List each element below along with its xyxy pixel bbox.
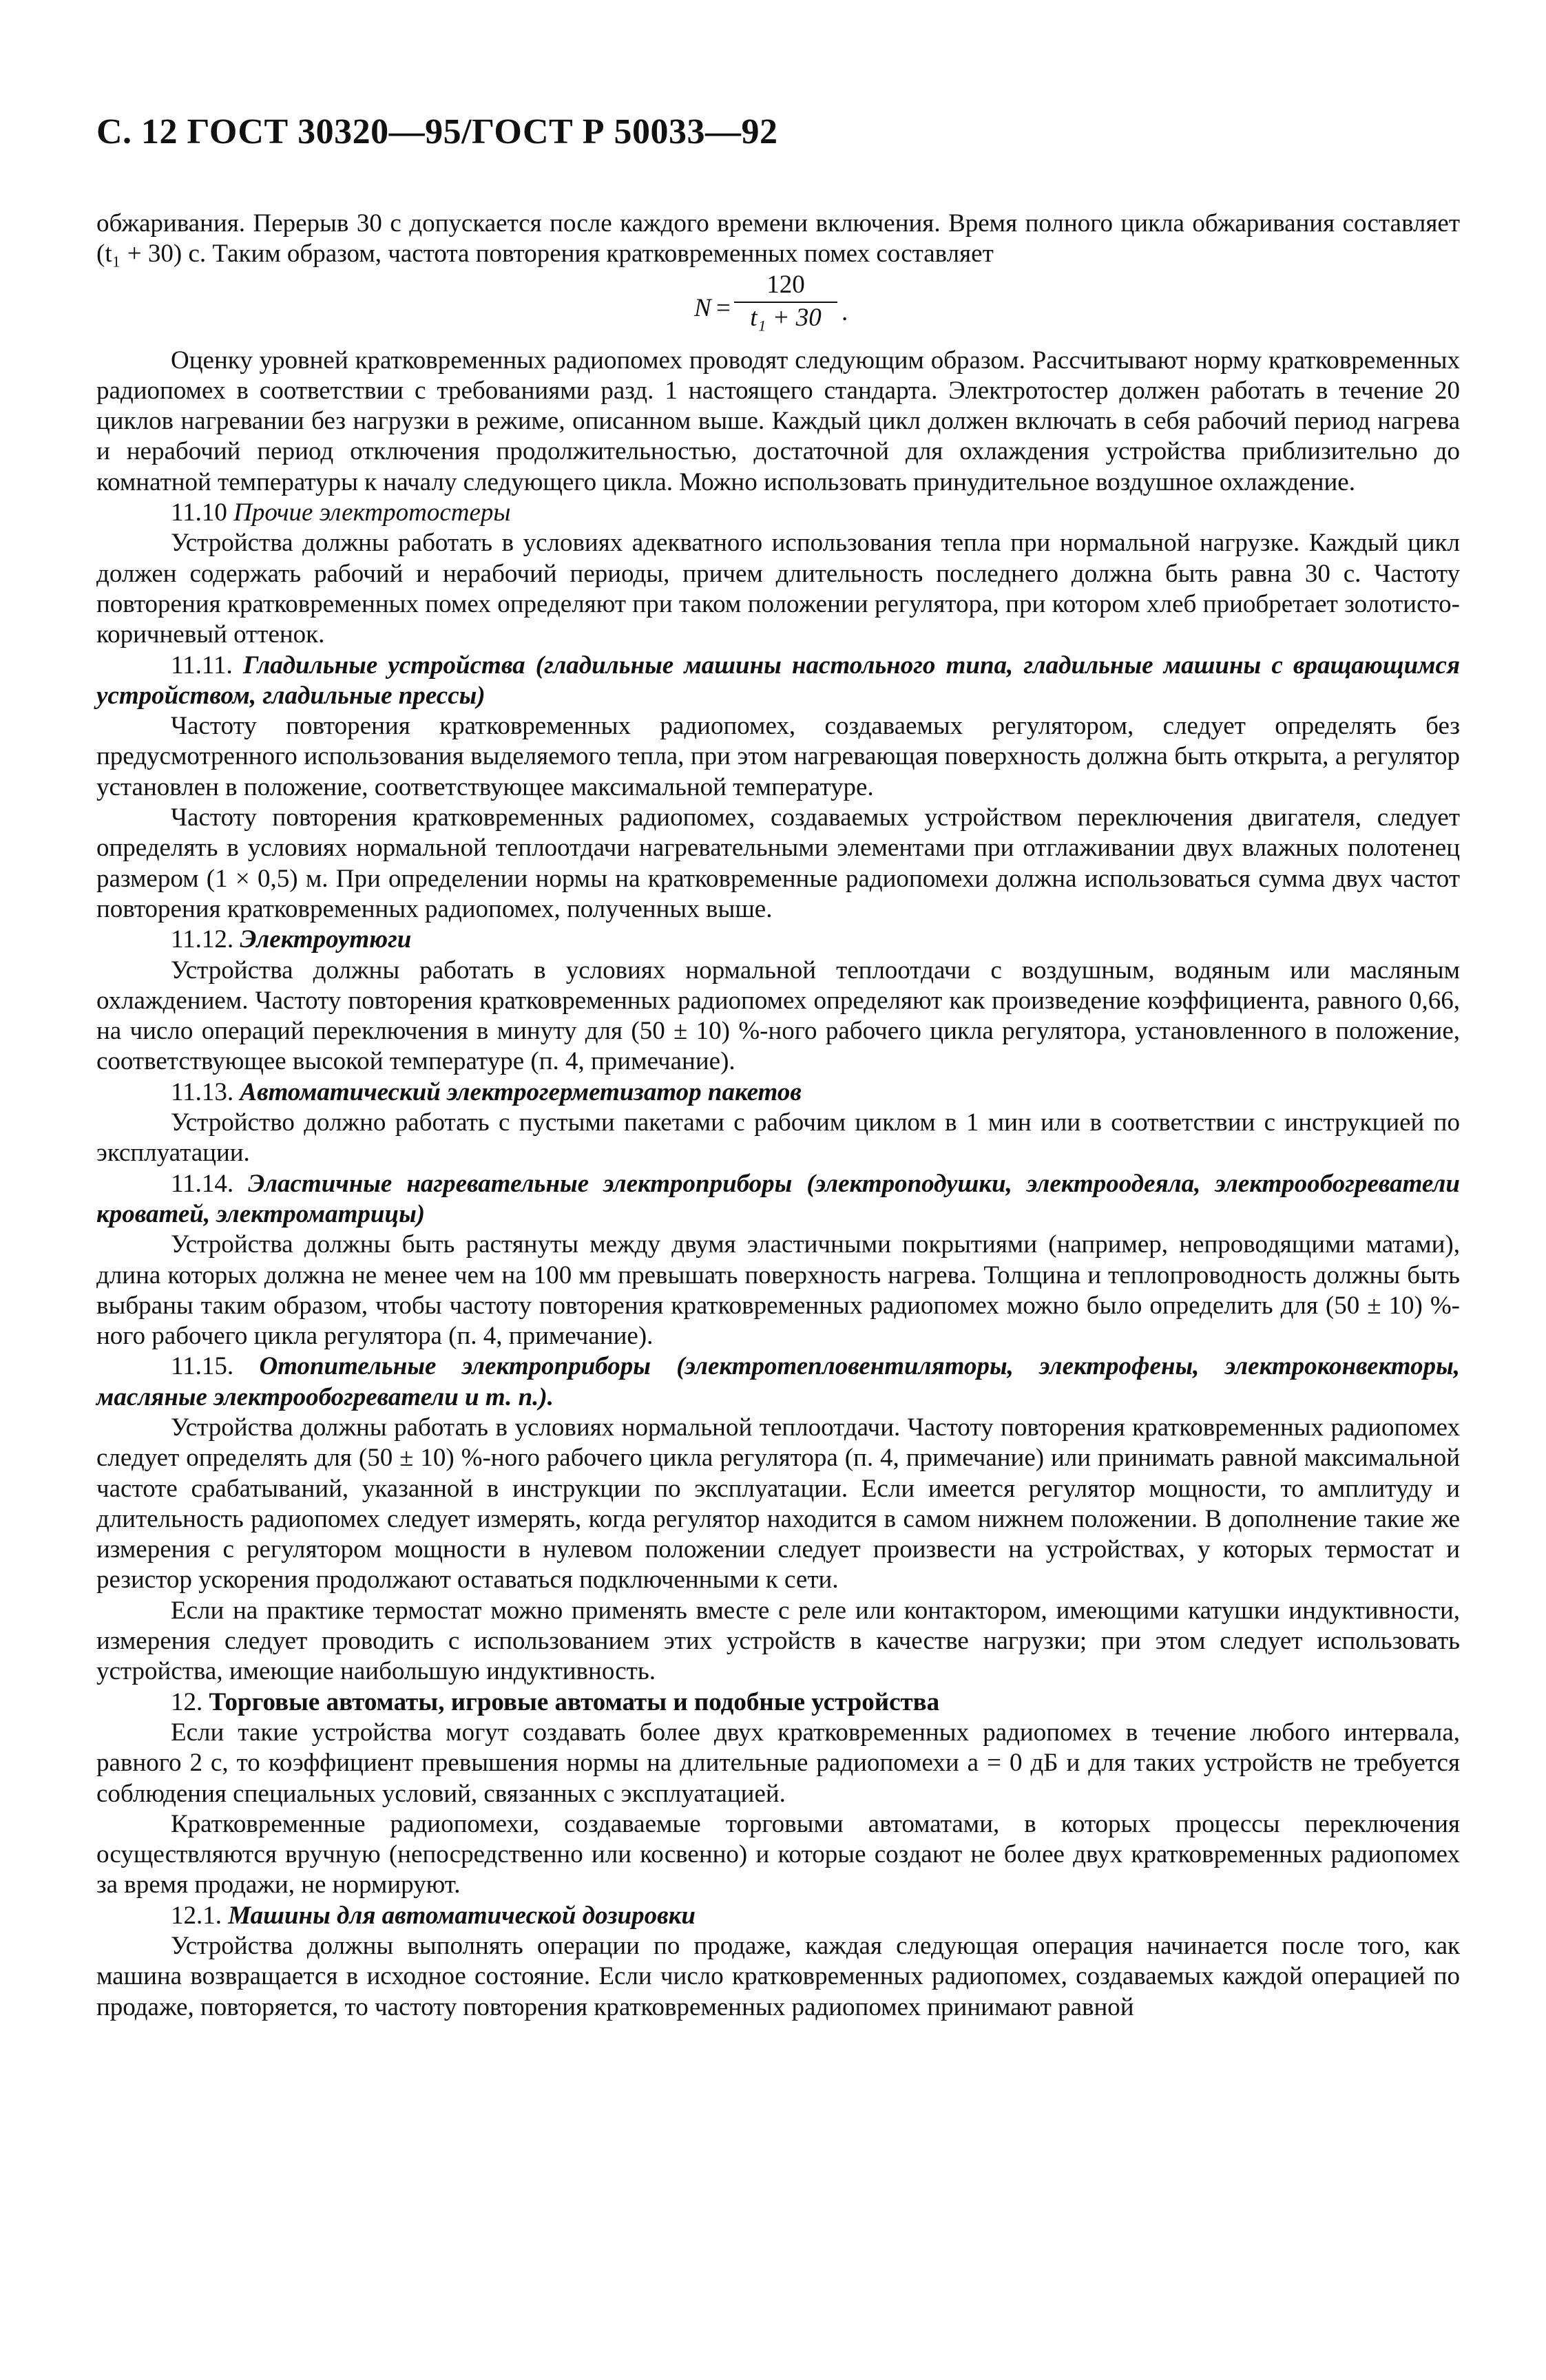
section-heading-12 <box>96 1687 1460 1718</box>
section-number: 12. <box>171 1687 203 1716</box>
formula-fraction <box>734 270 837 334</box>
paragraph: Устройства должны быть растянуты между двумя эластичными покрытиями (например, непроводящими матами), длина которых должна не менее чем на 100 мм превышать поверхность нагрева. Толщина и теплопроводность должны быть выбраны таким образом, чтобы частоту повторения кратковременных радиопомех можно было определить для (50 ± 10) %-ного рабочего цикла регулятора (п. 4, примечание). <box>96 1230 1460 1351</box>
section-title: Торговые автоматы, игровые автоматы и подобные устройства <box>209 1687 940 1716</box>
section-number: 11.10 <box>171 498 227 527</box>
paragraph: Частоту повторения кратковременных радиопомех, создаваемых устройством переключения двигателя, следует определять в условиях нормальной теплоотдачи нагревательными элементами при отглаживании двух влажных полотенец размером (1 × 0,5) м. При определении нормы на кратковременные радиопомехи должна использоваться сумма двух частот повторения кратковременных радиопомех, полученных выше. <box>96 803 1460 923</box>
paragraph: Устройства должны работать в условиях адекватного использования тепла при нормальной нагрузке. Каждый цикл должен содержать рабочий и нерабочий периоды, причем длительность последнего должна быть равна 30 с. Частоту повторения кратковременных помех определяют при таком положении регулятора, при котором хлеб приобретает золотисто-коричневый оттенок. <box>96 529 1460 649</box>
formula-numerator: 120 <box>734 270 837 303</box>
section-title: Гладильные устройства (гладильные машины настольного типа, гладильные машины с вращающимся устройством, гладильные прессы) <box>96 651 1461 710</box>
section-number: 11.13. <box>171 1077 234 1106</box>
section-title: Прочие электротостеры <box>233 498 511 527</box>
section-heading-11-14 <box>96 1169 1460 1230</box>
section-heading-11-10 <box>96 498 1460 528</box>
section-heading-11-15 <box>96 1351 1460 1413</box>
section-title: Электроутюги <box>240 925 412 954</box>
formula-lhs: N <box>694 293 711 322</box>
formula <box>96 270 1460 346</box>
section-heading-11-11 <box>96 651 1460 712</box>
section-heading-11-12 <box>96 925 1460 955</box>
section-number: 11.12. <box>171 925 234 954</box>
paragraph: Устройства должны работать в условиях нормальной теплоотдачи с воздушным, водяным или масляным охлаждением. Частоту повторения кратковременных радиопомех определяют как произведение коэффициента, равного 0,66, на число операций переключения в минуту для (50 ± 10) %-ного рабочего цикла регулятора, установленного в положение, соответствующее высокой температуре (п. 4, примечание). <box>96 956 1460 1076</box>
paragraph: Устройства должны работать в условиях нормальной теплоотдачи. Частоту повторения кратковременных радиопомех следует определять для (50 ± 10) %-ного рабочего цикла регулятора (п. 4, примечание) или принимать равной максимальной частоте срабатываний, указанной в инструкции по эксплуатации. Если имеется регулятор мощности, то амплитуду и длительность радиопомех следует измерять, когда регулятор находится в самом нижнем положении. В дополнение такие же измерения с регулятором мощности в нулевом положении следует произвести на устройствах, у которых термостат и резистор ускорения продолжают оставаться подключенными к сети. <box>96 1413 1460 1594</box>
paragraph: Если на практике термостат можно применять вместе с реле или контактором, имеющими катушки индуктивности, измерения следует проводить с использованием этих устройств в качестве нагрузки; при этом следует использовать устройства, имеющие наибольшую индуктивность. <box>96 1596 1460 1686</box>
paragraph: Оценку уровней кратковременных радиопомех проводят следующим образом. Рассчитывают норму кратковременных радиопомех в соответствии с требованиями разд. 1 настоящего стандарта. Электротостер должен работать в течение 20 циклов нагревании без нагрузки в режиме, описанном выше. Каждый цикл должен включать в себя рабочий период нагрева и нерабочий период отключения продолжительностью, достаточной для охлаждения устройства приблизительно до комнатной температуры к началу следующего цикла. Можно использовать принудительное воздушное охлаждение. <box>96 346 1460 496</box>
section-title: Машины для автоматической дозировки <box>228 1901 696 1930</box>
section-heading-11-13 <box>96 1077 1460 1108</box>
section-title: Автоматический электрогерметизатор пакетов <box>240 1077 802 1106</box>
formula-denominator: t₁ + 30 <box>750 303 822 332</box>
section-heading-12-1 <box>96 1901 1460 1931</box>
section-title: Отопительные электроприборы (электротепловентиляторы, электрофены, электроконвекторы, масляные электрообогреватели и т. п.). <box>96 1352 1460 1411</box>
paragraph: Кратковременные радиопомехи, создаваемые торговыми автоматами, в которых процессы переключения осуществляются вручную (непосредственно или косвенно) и которые создают не более двух кратковременных радиопомех за время продажи, не нормируют. <box>96 1809 1460 1899</box>
formula-dot: . <box>842 297 848 326</box>
section-number: 11.14. <box>171 1169 234 1198</box>
section-title: Эластичные нагревательные электроприборы (электроподушки, электроодеяла, электрообогреватели кроватей, электроматрицы) <box>96 1169 1460 1228</box>
section-number: 11.15. <box>171 1352 234 1381</box>
paragraph: Если такие устройства могут создавать более двух кратковременных радиопомех в течение любого интервала, равного 2 с, то коэффициент превышения нормы на длительные радиопомехи a = 0 дБ и для таких устройств не требуется соблюдения специальных условий, связанных с эксплуатацией. <box>96 1718 1460 1808</box>
formula-equals: = <box>716 293 731 322</box>
page-header: С. 12 ГОСТ 30320—95/ГОСТ Р 50033—92 <box>96 112 778 151</box>
paragraph: Устройство должно работать с пустыми пакетами с рабочим циклом в 1 мин или в соответствии с инструкцией по эксплуатации. <box>96 1108 1460 1168</box>
section-number: 11.11. <box>171 651 233 680</box>
paragraph: обжаривания. Перерыв 30 с допускается после каждого времени включения. Время полного цикла обжаривания составляет (t₁ + 30) с. Таким образом, частота повторения кратковременных помех составляет <box>96 209 1460 268</box>
paragraph: Устройства должны выполнять операции по продаже, каждая следующая операция начинается после того, как машина возвращается в исходное состояние. Если число кратковременных радиопомех, создаваемых каждой операцией по продаже, повторяется, то частоту повторения кратковременных радиопомех принимают равной <box>96 1932 1460 2021</box>
paragraph: Частоту повторения кратковременных радиопомех, создаваемых регулятором, следует определять без предусмотренного использования выделяемого тепла, при этом нагревающая поверхность должна быть открыта, а регулятор установлен в положение, соответствующее максимальной температуре. <box>96 712 1460 801</box>
section-number: 12.1. <box>171 1901 222 1930</box>
document-body <box>96 209 1460 2023</box>
